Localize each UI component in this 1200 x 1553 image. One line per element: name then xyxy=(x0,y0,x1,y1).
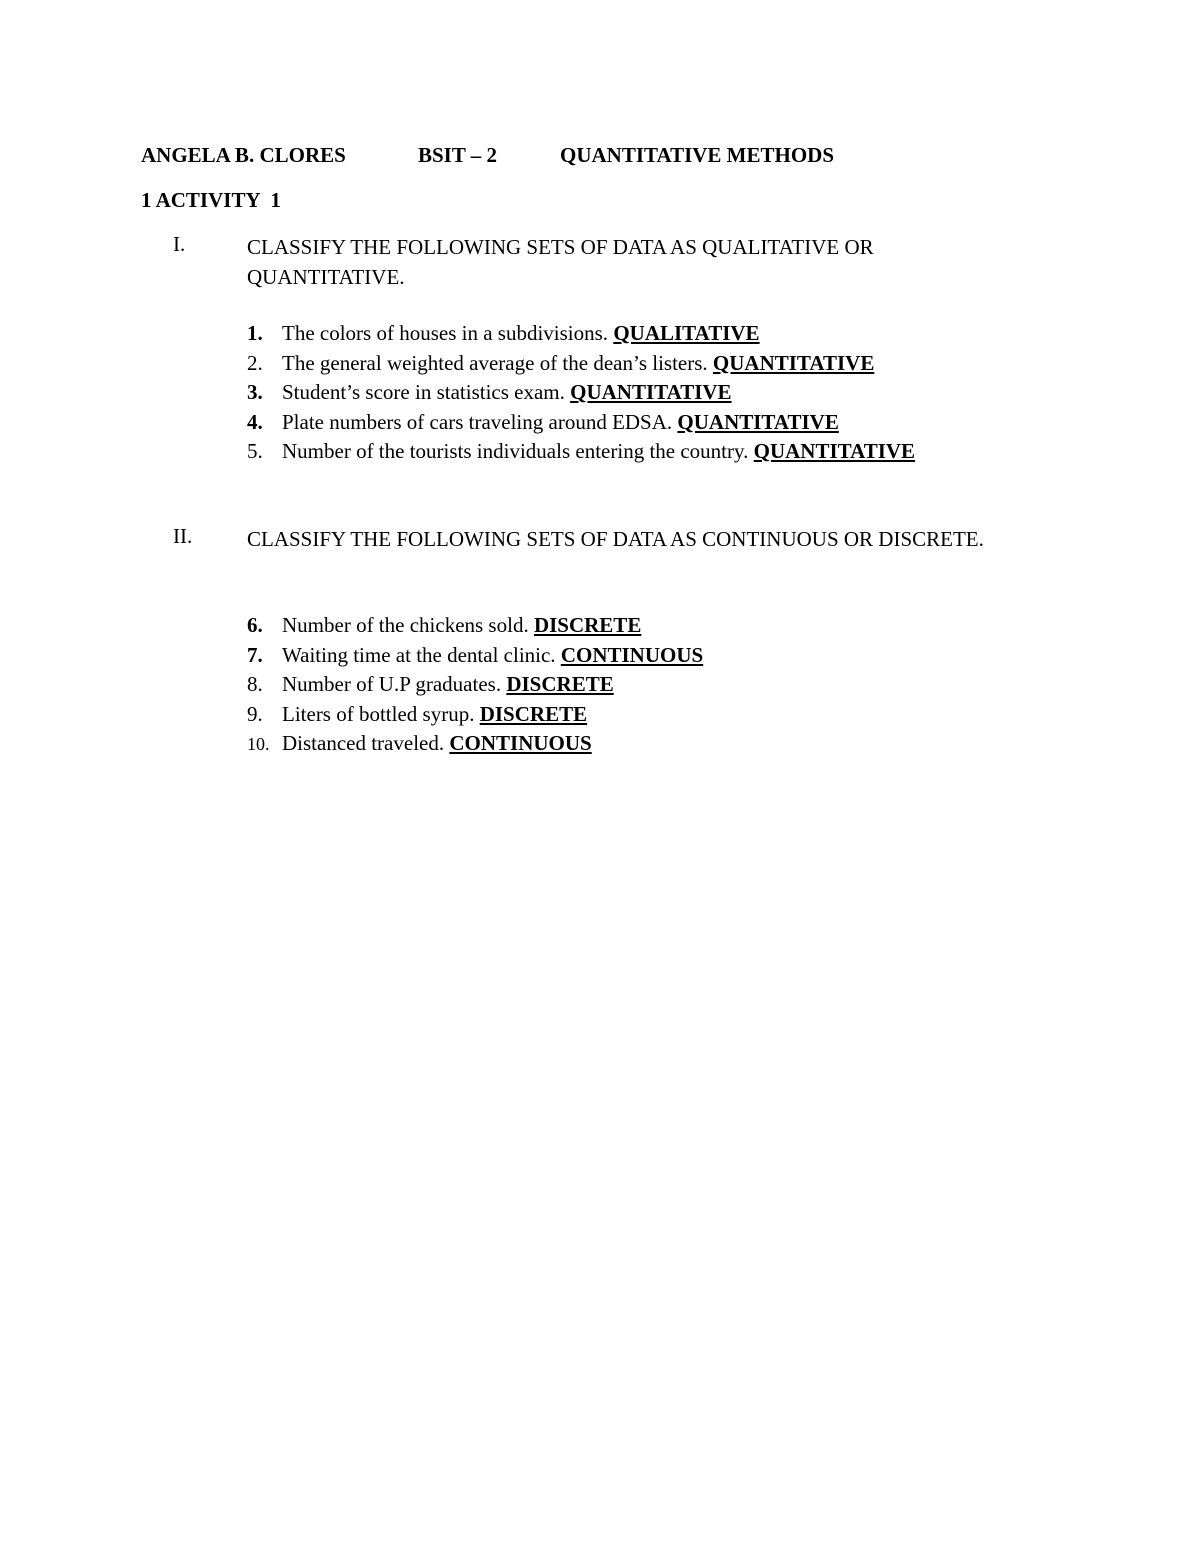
question-item xyxy=(247,378,1147,408)
question-text: Number of the chickens sold. xyxy=(282,613,529,637)
question-list xyxy=(247,611,1147,759)
section-numeral: I. xyxy=(173,232,186,256)
question-text: Plate numbers of cars traveling around EDSA. xyxy=(282,409,673,434)
question-number: 7. xyxy=(247,642,263,667)
question-number: 5. xyxy=(247,439,263,464)
question-list xyxy=(247,319,1147,467)
answer: DISCRETE xyxy=(479,701,588,726)
question-number: 9. xyxy=(247,701,263,726)
answer: DISCRETE xyxy=(506,672,614,697)
question-item xyxy=(247,641,1147,671)
question-text: Distanced traveled. xyxy=(282,731,445,756)
question-text: Liters of bottled syrup. xyxy=(282,701,475,726)
question-number: 6. xyxy=(247,613,263,637)
answer: DISCRETE xyxy=(533,613,642,637)
answer: CONTINUOUS xyxy=(449,731,592,756)
question-item xyxy=(247,437,1147,467)
question-item xyxy=(247,319,1147,349)
question-text: The general weighted average of the dean’s listers. xyxy=(282,350,708,375)
section-numeral: II. xyxy=(173,524,193,548)
question-text: Number of the tourists individuals entering the country. xyxy=(282,439,749,464)
question-number: 2. xyxy=(247,350,263,375)
question-number: 1. xyxy=(247,321,263,345)
question-item xyxy=(247,408,1147,438)
answer: QUALITATIVE xyxy=(613,321,760,345)
question-item xyxy=(247,670,1147,700)
question-text: Student’s score in statistics exam. xyxy=(282,380,565,405)
section-instruction: CLASSIFY THE FOLLOWING SETS OF DATA AS QUALITATIVE OR QUANTITATIVE. xyxy=(247,235,874,289)
question-item xyxy=(247,611,1147,641)
question-number: 4. xyxy=(247,409,263,434)
question-number: 3. xyxy=(247,380,263,405)
question-number: 8. xyxy=(247,672,263,697)
answer: QUANTITATIVE xyxy=(753,439,916,464)
question-text: Waiting time at the dental clinic. xyxy=(282,642,556,667)
course-label: BSIT – 2 xyxy=(418,143,497,167)
question-item xyxy=(247,700,1147,730)
question-text: Number of U.P graduates. xyxy=(282,672,502,697)
question-number: 10. xyxy=(247,734,270,755)
question-text: The colors of houses in a subdivisions. xyxy=(282,321,609,345)
answer: QUANTITATIVE xyxy=(677,409,839,434)
answer: CONTINUOUS xyxy=(560,642,704,667)
section-instruction: CLASSIFY THE FOLLOWING SETS OF DATA AS CONTINUOUS OR DISCRETE. xyxy=(247,527,984,551)
student-name: ANGELA B. CLORES xyxy=(141,143,346,167)
question-item xyxy=(247,729,1147,759)
answer: QUANTITATIVE xyxy=(570,380,732,405)
question-item xyxy=(247,349,1147,379)
subject-label: QUANTITATIVE METHODS xyxy=(560,143,835,167)
activity-title: 1 ACTIVITY 1 xyxy=(141,188,281,212)
answer: QUANTITATIVE xyxy=(712,350,875,375)
